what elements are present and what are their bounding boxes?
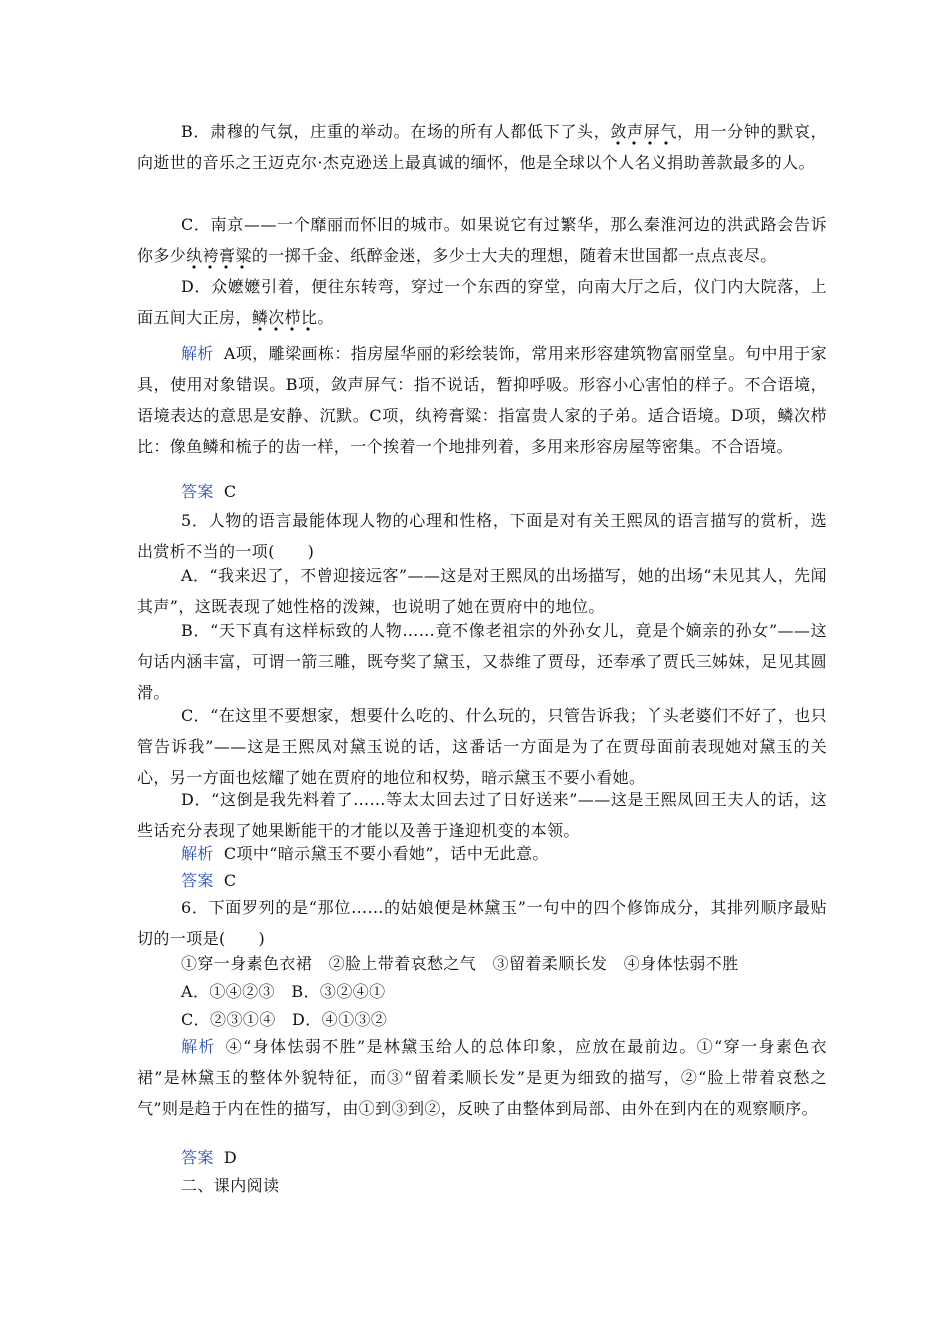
answer-label: 答案 (181, 482, 214, 501)
q4-option-d-text: D．众嬷嬷引着，便往东转弯，穿过一个东西的穿堂，向南大厅之后，仪门内大院落，上面五间大正房， (137, 277, 827, 327)
q6-stem: 6．下面罗列的是“那位……的姑娘便是林黛玉”一句中的四个修饰成分，其排列顺序最贴切的一项是( ) (137, 898, 827, 948)
answer-label: 答案 (181, 871, 214, 890)
analysis-text: A项，雕梁画栋：指房屋华丽的彩绘装饰，常用来形容建筑物富丽堂皇。句中用于家具，使用对象错误。B项，敛声屏气：指不说话，暂抑呼吸。形容小心害怕的样子。不合语境，语境表达的意思是安静、沉默。C项，纨袴膏粱：指富贵人家的子弟。适合语境。D项，鳞次栉比：像鱼鳞和梳子的齿一样，一个挨着一个地排列着，多用来形容房屋等密集。不合语境。 (137, 344, 827, 456)
q5-option-b: B．“天下真有这样标致的人物……竟不像老祖宗的外孙女儿，竟是个嫡亲的孙女”——这句话内涵丰富，可谓一箭三雕，既夸奖了黛玉，又恭维了贾母，还奉承了贾氏三姊妹，足见其圆滑。 (137, 621, 827, 702)
answer-label: 答案 (181, 1148, 214, 1167)
analysis-label: 解析 (181, 844, 214, 863)
answer-text: C (223, 871, 237, 890)
q6-items: ①穿一身素色衣裙 ②脸上带着哀愁之气 ③留着柔顺长发 ④身体怯弱不胜 (181, 954, 739, 973)
q4-option-b-text-end: ，用一分钟的默哀，向逝世的音乐之王迈克尔·杰克逊送上最真诚的缅怀，他是全球以个人名义捐助善款最多的人。 (137, 122, 827, 172)
q5-option-c: C．“在这里不要想家，想要什么吃的、什么玩的，只管告诉我；丫头老婆们不好了，也只管告诉我”——这是王熙凤对黛玉说的话，这番话一方面是为了在贾母面前表现她对黛玉的关心，另一方面也炫耀了她在贾府的地位和权势，暗示黛玉不要小看她。 (137, 706, 827, 787)
q4-option-c-text: C．南京——一个靡丽而怀旧的城市。如果说它有过繁华，那么秦淮河边的洪武路会告诉你多少 (137, 215, 827, 265)
q5-stem: 5．人物的语言最能体现人物的心理和性格，下面是对有关王熙凤的语言描写的赏析，选出赏析不当的一项( ) (137, 511, 827, 561)
q5-option-a: A．“我来迟了，不曾迎接远客”——这是对王熙凤的出场描写，她的出场“未见其人，先闻其声”，这既表现了她性格的泼辣，也说明了她在贾府中的地位。 (137, 566, 827, 616)
analysis-label: 解析 (181, 1037, 216, 1056)
q4-analysis (137, 338, 827, 462)
answer-text: C (223, 482, 237, 501)
q4-option-b-emphasis: 敛声屏气 (610, 122, 677, 146)
q6-answer (137, 1142, 827, 1173)
q6-options-cd: C．②③①④ D．④①③② (181, 1010, 388, 1029)
q6-analysis (137, 1031, 827, 1124)
q4-option-b-text: B．肃穆的气氛，庄重的举动。在场的所有人都低下了头， (181, 122, 611, 141)
analysis-text: ④“身体怯弱不胜”是林黛玉给人的总体印象，应放在最前边。①“穿一身素色衣裙”是林黛玉的整体外貌特征，而③“留着柔顺长发”是更为细致的描写，②“脸上带着哀愁之气”则是趋于内在性的描写，由①到③到②，反映了由整体到局部、由外在到内在的观察顺序。 (137, 1037, 827, 1118)
section-heading: 二、课内阅读 (181, 1176, 280, 1195)
q5-option-d: D．“这倒是我先料着了……等太太回去过了日好送来”——这是王熙凤回王夫人的话，这些话充分表现了她果断能干的才能以及善于逢迎机变的本领。 (137, 790, 827, 840)
analysis-text: C项中“暗示黛玉不要小看她”，话中无此意。 (223, 844, 549, 863)
q4-option-c-emphasis: 纨袴膏粱 (186, 246, 252, 270)
q4-option-b (137, 116, 827, 178)
q4-option-c-text-end: 的一掷千金、纸醉金迷，多少士大夫的理想，随着末世国都一点点丧尽。 (251, 246, 777, 265)
q4-option-c (137, 209, 827, 271)
q6-options-ab: A．①④②③ B．③②④① (181, 982, 386, 1001)
answer-text: D (223, 1148, 238, 1167)
q4-answer (137, 476, 827, 507)
q4-option-d-text-end: 。 (317, 308, 334, 327)
q4-option-d-emphasis: 鳞次栉比 (252, 308, 318, 332)
analysis-label: 解析 (181, 344, 214, 363)
q4-option-d (137, 271, 827, 333)
